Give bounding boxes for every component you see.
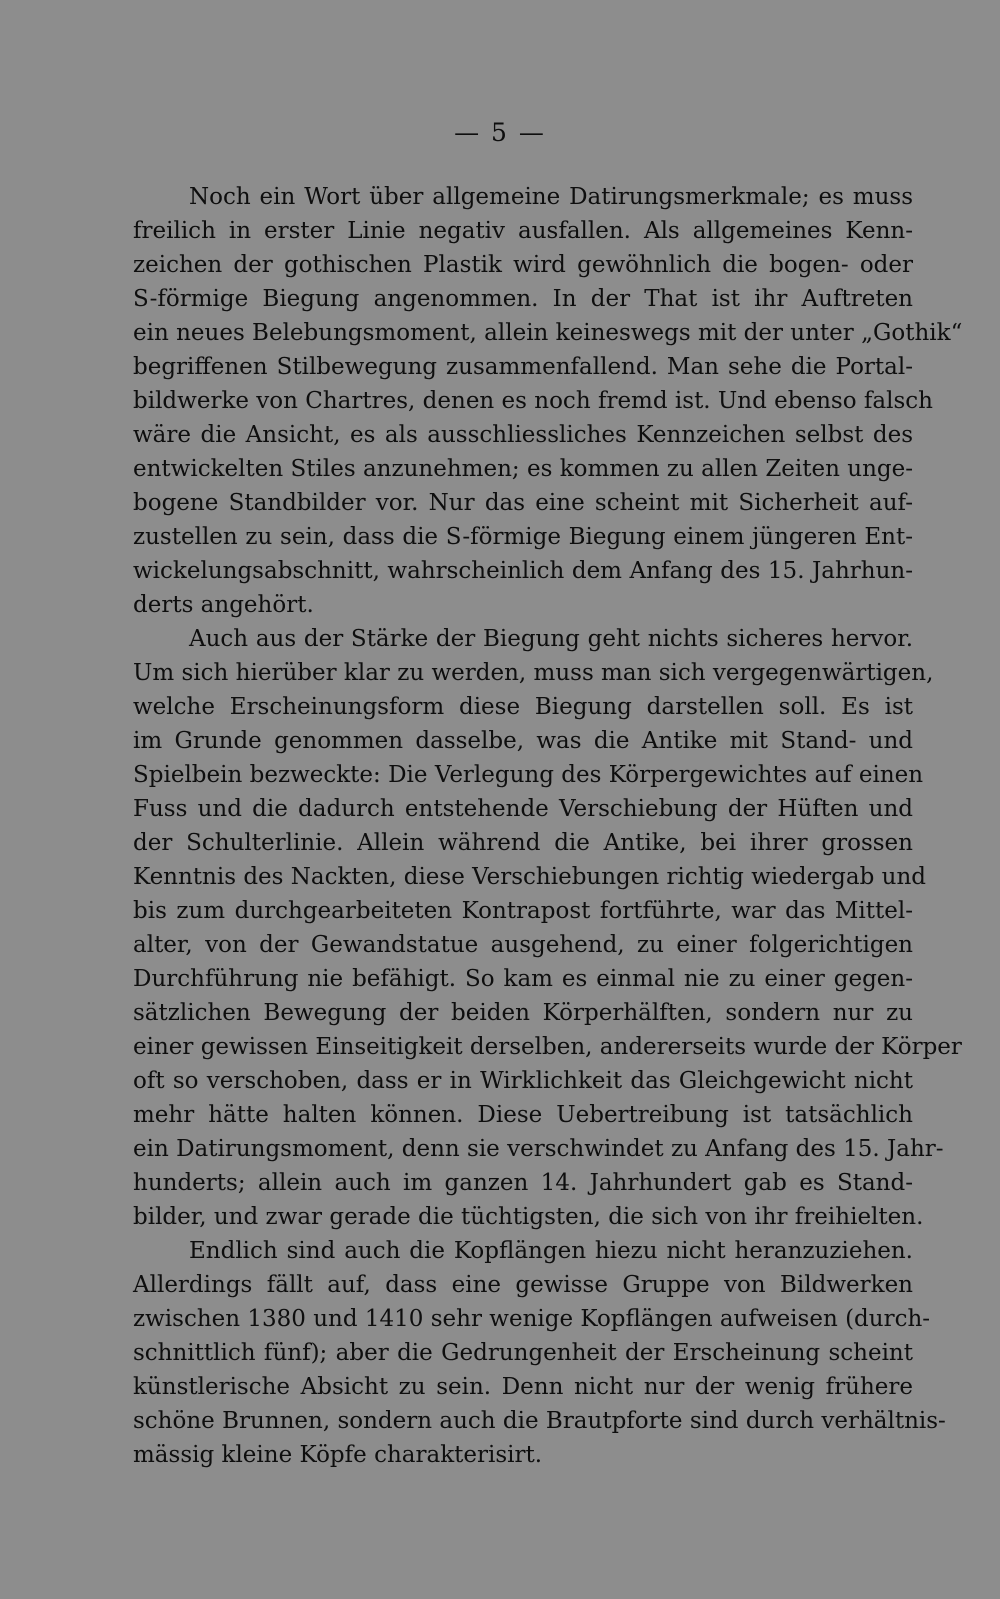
text-line: oft so verschoben, dass er in Wirklichkeit das Gleichgewicht nicht — [133, 1068, 913, 1094]
text-line: künstlerische Absicht zu sein. Denn nicht nur der wenig frühere — [133, 1374, 913, 1400]
text-line: bilder, und zwar gerade die tüchtigsten, die sich von ihr freihielten. — [133, 1204, 924, 1230]
text-line: Um sich hierüber klar zu werden, muss man sich vergegenwärtigen, — [133, 660, 934, 686]
text-line: zustellen zu sein, dass die S-förmige Biegung einem jüngeren Ent- — [133, 524, 913, 550]
text-line: bildwerke von Chartres, denen es noch fremd ist. Und ebenso falsch — [133, 388, 933, 414]
body-text — [133, 180, 963, 1472]
text-line: Noch ein Wort über allgemeine Datirungsmerkmale; es muss — [189, 184, 913, 210]
text-line: entwickelten Stiles anzunehmen; es kommen zu allen Zeiten unge- — [133, 456, 913, 482]
text-line: zwischen 1380 und 1410 sehr wenige Kopflängen aufweisen (durch- — [133, 1306, 931, 1332]
text-line: ein neues Belebungsmoment, allein keineswegs mit der unter „Gothik“ — [133, 320, 963, 346]
text-line: bis zum durchgearbeiteten Kontrapost fortführte, war das Mittel- — [133, 898, 913, 924]
text-line: wickelungsabschnitt, wahrscheinlich dem Anfang des 15. Jahrhun- — [133, 558, 913, 584]
text-line: S-förmige Biegung angenommen. In der That ist ihr Auftreten — [133, 286, 913, 312]
text-line: Durchführung nie befähigt. So kam es einmal nie zu einer gegen- — [133, 966, 913, 992]
text-line: Kenntnis des Nackten, diese Verschiebungen richtig wiedergab und — [133, 864, 926, 890]
text-line: Spielbein bezweckte: Die Verlegung des Körpergewichtes auf einen — [133, 762, 924, 788]
text-line: sätzlichen Bewegung der beiden Körperhälften, sondern nur zu — [133, 1000, 913, 1026]
text-line: mässig kleine Köpfe charakterisirt. — [133, 1442, 543, 1468]
text-line: alter, von der Gewandstatue ausgehend, zu einer folgerichtigen — [133, 932, 913, 958]
text-line: wäre die Ansicht, es als ausschliessliches Kennzeichen selbst des — [133, 422, 913, 448]
text-line: einer gewissen Einseitigkeit derselben, andererseits wurde der Körper — [133, 1034, 962, 1060]
text-line: der Schulterlinie. Allein während die Antike, bei ihrer grossen — [133, 830, 913, 856]
text-line: schnittlich fünf); aber die Gedrungenheit der Erscheinung scheint — [133, 1340, 913, 1366]
text-line: Endlich sind auch die Kopflängen hiezu nicht heranzuziehen. — [189, 1238, 913, 1264]
text-line: Allerdings fällt auf, dass eine gewisse Gruppe von Bildwerken — [133, 1272, 913, 1298]
text-line: derts angehört. — [133, 592, 314, 618]
text-line: hunderts; allein auch im ganzen 14. Jahrhundert gab es Stand- — [133, 1170, 913, 1196]
text-line: freilich in erster Linie negativ ausfallen. Als allgemeines Kenn- — [133, 218, 913, 244]
text-line: Auch aus der Stärke der Biegung geht nichts sicheres hervor. — [189, 626, 913, 652]
text-line: mehr hätte halten können. Diese Uebertreibung ist tatsächlich — [133, 1102, 913, 1128]
text-line: Fuss und die dadurch entstehende Verschiebung der Hüften und — [133, 796, 913, 822]
text-line: begriffenen Stilbewegung zusammenfallend. Man sehe die Portal- — [133, 354, 913, 380]
text-line: welche Erscheinungsform diese Biegung darstellen soll. Es ist — [133, 694, 913, 720]
text-line: zeichen der gothischen Plastik wird gewöhnlich die bogen- oder — [133, 252, 913, 278]
text-line: ein Datirungsmoment, denn sie verschwindet zu Anfang des 15. Jahr- — [133, 1136, 944, 1162]
page-number: — 5 — — [454, 118, 546, 147]
text-line: schöne Brunnen, sondern auch die Brautpforte sind durch verhältnis- — [133, 1408, 946, 1434]
text-line: bogene Standbilder vor. Nur das eine scheint mit Sicherheit auf- — [133, 490, 913, 516]
text-line: im Grunde genommen dasselbe, was die Antike mit Stand- und — [133, 728, 913, 754]
